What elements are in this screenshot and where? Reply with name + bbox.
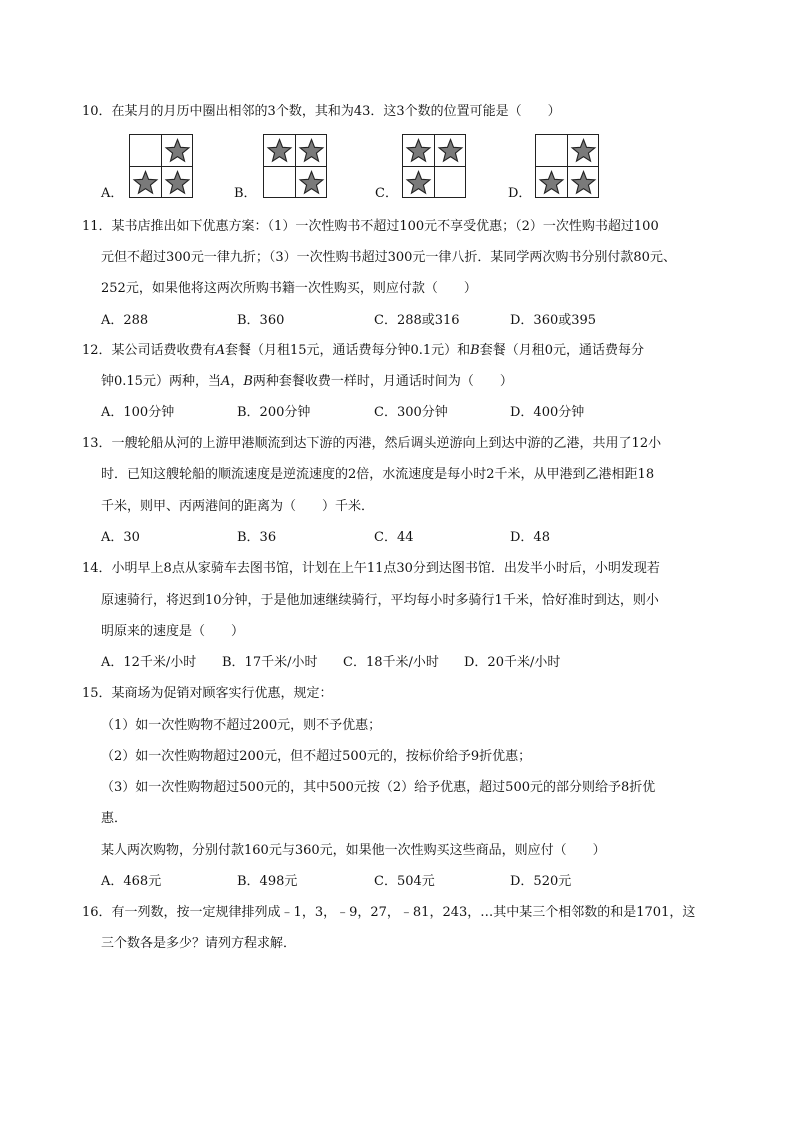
star-icon [403,167,434,198]
q16-line-1: 16．有一列数，按一定规律排列成﹣1，3，﹣9，27，﹣81，243，…其中某三个相邻数的和是1701，这 [82,905,696,920]
grid-cell [130,167,161,198]
grid-cell [435,167,466,198]
grid-cell [264,135,295,166]
grid-cell [435,135,466,166]
q10-option-d-calendar-grid[interactable] [535,134,599,198]
q14-line-1: 14．小明早上8点从家骑车去图书馆，计划在上午11点30分到达图书馆．出发半小时后，小明发现若 [82,561,660,576]
q11-line-2: 元但不超过300元一律九折；（3）一次性购书超过300元一律八折．某同学两次购书分别付款80元、 [101,250,676,265]
grid-cell [296,135,327,166]
star-icon [568,135,599,166]
grid-cell [162,135,193,166]
q11-option-b[interactable]: B．360 [237,313,285,328]
q15-question: 某人两次购物，分别付款160元与360元，如果他一次性购买这些商品，则应付（ ） [101,843,606,858]
q15-intro: 15．某商场为促销对顾客实行优惠，规定： [82,686,333,701]
q13-option-b[interactable]: B．36 [237,530,277,545]
grid-cell [403,135,434,166]
star-icon [162,135,193,166]
q15-option-a[interactable]: A．468元 [101,874,162,889]
star-icon [568,167,599,198]
q10-option-b-label[interactable]: B． [234,186,257,201]
q14-line-2: 原速骑行，将迟到10分钟，于是他加速继续骑行，平均每小时多骑行1千米，恰好准时到达，则小 [101,593,659,608]
grid-cell [536,167,567,198]
q11-option-c[interactable]: C．288或316 [374,313,460,328]
star-icon [435,135,466,166]
grid-cell [568,167,599,198]
q12-line-2: 钟0.15元）两种，当A，B两种套餐收费一样时，月通话时间为（ ） [101,374,513,389]
q15-rule-3: （3）如一次性购物超过500元的，其中500元按（2）给予优惠，超过500元的部分则给予8折优 [101,780,656,795]
grid-cell [568,135,599,166]
q14-option-b[interactable]: B．17千米/小时 [222,655,318,670]
q11-line-1: 11．某书店推出如下优惠方案：（1）一次性购书不超过100元不享受优惠；（2）一次性购书超过100 [82,219,659,234]
q12-option-d[interactable]: D．400分钟 [510,405,585,420]
star-icon [264,135,295,166]
q14-option-c[interactable]: C．18千米/小时 [343,655,439,670]
star-icon [296,135,327,166]
q13-line-2: 时．已知这艘轮船的顺流速度是逆流速度的2倍，水流速度是每小时2千米，从甲港到乙港相距18 [101,467,655,482]
q15-option-d[interactable]: D．520元 [510,874,572,889]
grid-cell [130,135,161,166]
star-icon [536,167,567,198]
q11-option-a[interactable]: A．288 [101,313,149,328]
q10-option-c-calendar-grid[interactable] [402,134,466,198]
q13-line-1: 13．一艘轮船从河的上游甲港顺流到达下游的丙港，然后调头逆游向上到达中游的乙港，共用了12小 [82,436,662,451]
star-icon [296,167,327,198]
q15-option-b[interactable]: B．498元 [237,874,298,889]
q10-stem [82,104,561,120]
q12-option-c[interactable]: C．300分钟 [374,405,448,420]
q10-number: 10． [82,104,112,119]
q11-number: 11． [82,219,112,234]
q13-number: 13． [82,436,112,451]
q10-text: 在某月的月历中圈出相邻的3个数，其和为43．这3个数的位置可能是（ ） [111,104,561,119]
q10-option-a-calendar-grid[interactable] [129,134,193,198]
q12-number: 12． [82,343,112,358]
q14-option-d[interactable]: D．20千米/小时 [464,655,561,670]
q11-option-d[interactable]: D．360或395 [510,313,597,328]
q13-option-d[interactable]: D．48 [510,530,550,545]
q13-option-c[interactable]: C．44 [374,530,414,545]
q10-option-b-calendar-grid[interactable] [263,134,327,198]
grid-cell [536,135,567,166]
q16-line-2: 三个数各是多少？请列方程求解． [101,936,297,951]
q14-line-3: 明原来的速度是（ ） [101,624,245,639]
star-icon [403,135,434,166]
q15-rule-3-cont: 惠． [101,811,128,826]
grid-cell [162,167,193,198]
q12-option-a[interactable]: A．100分钟 [101,405,175,420]
grid-cell [403,167,434,198]
q11-line-3: 252元，如果他将这两次所购书籍一次性购买，则应付款（ ） [101,281,477,296]
q15-rule-2: （2）如一次性购物超过200元，但不超过500元的，按标价给予9折优惠； [101,749,532,764]
star-icon [130,167,161,198]
grid-cell [264,167,295,198]
q10-option-a-label[interactable]: A． [101,186,124,201]
q14-number: 14． [82,561,112,576]
q15-option-c[interactable]: C．504元 [374,874,435,889]
q14-option-a[interactable]: A．12千米/小时 [101,655,197,670]
q15-number: 15． [82,686,112,701]
q13-line-3: 千米，则甲、丙两港间的距离为（ ）千米． [101,499,375,514]
q10-option-d-label[interactable]: D． [508,186,532,201]
grid-cell [296,167,327,198]
q13-option-a[interactable]: A．30 [101,530,140,545]
q16-number: 16． [82,905,112,920]
q15-rule-1: （1）如一次性购物不超过200元，则不予优惠； [101,718,382,733]
q12-option-b[interactable]: B．200分钟 [237,405,311,420]
q12-line-1: 12．某公司话费收费有A套餐（月租15元，通话费每分钟0.1元）和B套餐（月租0元，通话费每分 [82,343,645,358]
q10-option-c-label[interactable]: C． [375,186,398,201]
star-icon [162,167,193,198]
